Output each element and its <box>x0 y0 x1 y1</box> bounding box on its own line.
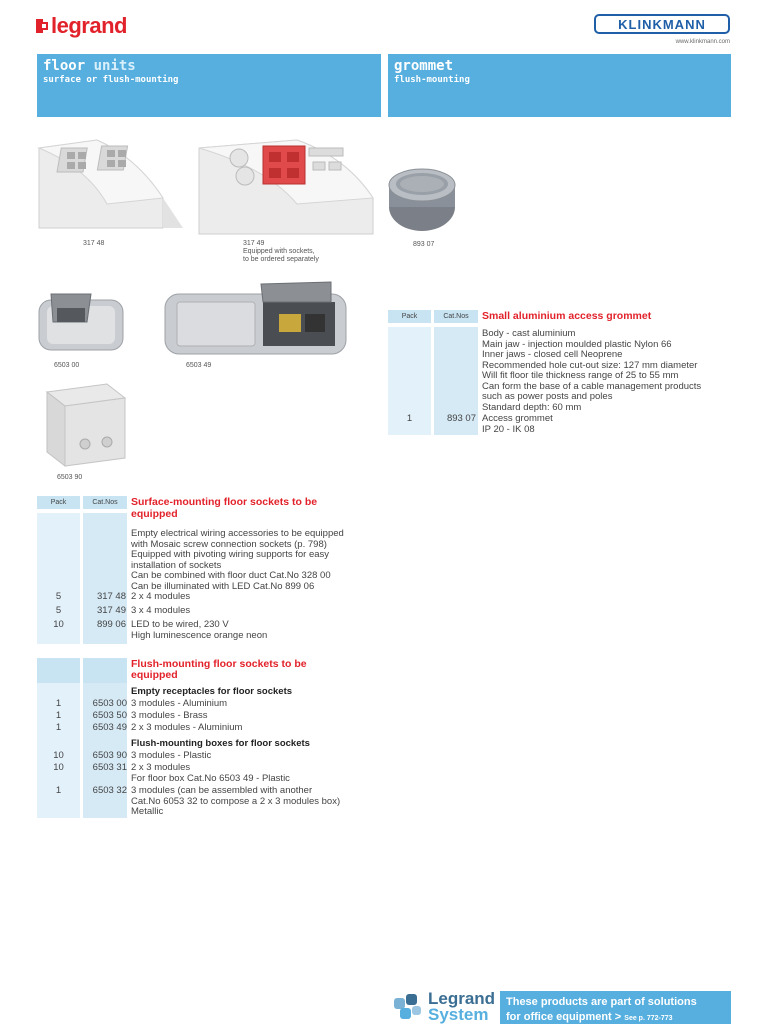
row-pack: 10 <box>53 619 64 630</box>
caption-6503-00: 6503 00 <box>54 362 80 369</box>
grommet-table-title: Small aluminium access grommet <box>482 310 652 322</box>
flush-col-pack <box>37 658 80 683</box>
grommet-subtitle: flush-mounting <box>394 75 470 85</box>
legrand-logo <box>36 13 127 38</box>
legrand-system-puzzle-icon <box>388 990 426 1024</box>
grommet-desc-line: Recommended hole cut-out size: 127 mm diameter <box>482 359 698 371</box>
row-desc: LED to be wired, 230 V <box>131 619 229 630</box>
row-cat-no: 6503 31 <box>92 762 127 773</box>
row-desc-extra: For floor box Cat.No 6503 49 - Plastic <box>131 772 290 784</box>
row-cat-no: 6503 32 <box>92 785 127 796</box>
footer-line1: These products are part of solutions <box>506 996 697 1008</box>
row-pack: 10 <box>53 750 64 761</box>
grommet-desc-line: Standard depth: 60 mm <box>482 401 582 413</box>
floor-units-banner <box>37 54 381 117</box>
row-desc: 2 x 3 modules <box>131 762 191 773</box>
office-solutions-banner[interactable] <box>500 991 731 1024</box>
row-cat-no: 893 07 <box>446 413 476 424</box>
klinkmann-url[interactable]: www.klinkmann.com <box>675 39 730 45</box>
product-6503-90-image <box>37 382 129 470</box>
row-desc: 3 modules - Brass <box>131 710 208 721</box>
grommet-desc-line: Inner jaws - closed cell Neoprene <box>482 349 623 360</box>
row-desc-extra: High luminescence orange neon <box>131 629 268 641</box>
flush-group-receptacles: Empty receptacles for floor sockets <box>131 686 293 697</box>
grommet-banner <box>388 54 731 117</box>
legrand-mark-icon <box>36 19 48 33</box>
flush-table-title-line1: Flush-mounting floor sockets to be <box>131 658 307 670</box>
grommet-desc-line: Body - cast aluminium <box>482 328 576 339</box>
surface-table-title-line2: equipped <box>131 508 178 520</box>
surface-desc-line: Can be combined with floor duct Cat.No 328 00 <box>131 570 331 581</box>
flush-table <box>37 658 381 818</box>
surface-desc-line: Empty electrical wiring accessories to be equipped <box>131 528 344 539</box>
row-cat-no: 317 48 <box>96 591 126 602</box>
grommet-desc-line: such as power posts and poles <box>482 391 613 402</box>
floor-units-subtitle: surface or flush-mounting <box>43 75 179 85</box>
flush-table-title-line2: equipped <box>131 669 178 681</box>
caption-317-49: 317 49 <box>243 240 265 247</box>
product-317-49-image <box>197 138 377 236</box>
row-desc: 2 x 3 modules - Aluminium <box>131 722 243 733</box>
caption-317-49-note2: to be ordered separately <box>243 256 319 263</box>
surface-desc-line: installation of sockets <box>131 559 222 571</box>
grommet-title: grommet <box>394 58 454 74</box>
grommet-desc-line: Will fit floor tile thickness range of 25 to 55 mm <box>482 370 679 381</box>
row-cat-no: 6503 00 <box>92 698 127 709</box>
title-floor: floor <box>43 58 86 74</box>
product-6503-49-image <box>163 280 348 356</box>
row-pack: 1 <box>55 698 62 709</box>
row-desc: 3 x 4 modules <box>131 605 191 616</box>
legrand-system-logo <box>388 989 496 1024</box>
row-cat-no: 6503 90 <box>92 750 127 761</box>
caption-317-48: 317 48 <box>83 240 105 247</box>
klinkmann-logo <box>594 14 730 34</box>
row-desc: 3 modules - Plastic <box>131 750 212 761</box>
row-desc: 3 modules (can be assembled with another <box>131 785 313 796</box>
row-cat-no: 317 49 <box>96 605 126 616</box>
row-pack: 1 <box>55 722 62 733</box>
product-317-48-image <box>37 138 183 230</box>
grommet-table <box>388 310 731 435</box>
floor-units-title <box>43 58 375 74</box>
row-pack: 5 <box>55 605 62 616</box>
klinkmann-brand-text: KLINKMANN <box>618 16 706 32</box>
row-pack: 1 <box>55 785 62 796</box>
footer-line2-text: for office equipment > <box>506 1011 622 1023</box>
surface-col-pack: Pack <box>37 496 80 509</box>
flush-group-boxes: Flush-mounting boxes for floor sockets <box>131 738 310 749</box>
caption-317-49-note1: Equipped with sockets, <box>243 248 315 255</box>
row-desc-extra: Cat.No 6053 32 to compose a 2 x 3 modules box) <box>131 795 341 807</box>
grommet-desc-line: Main jaw - injection moulded plastic Nylon 66 <box>482 338 672 350</box>
row-desc-extra: IP 20 - IK 08 <box>482 423 535 435</box>
surface-desc-line: Can be illuminated with LED Cat.No 899 06 <box>131 580 315 592</box>
caption-893-07: 893 07 <box>413 241 435 248</box>
grommet-col-pack: Pack <box>388 310 431 323</box>
surface-desc-line: with Mosaic screw connection sockets (p. 798) <box>131 538 327 550</box>
row-pack: 10 <box>53 762 64 773</box>
row-desc: 3 modules - Aluminium <box>131 698 228 709</box>
legrand-system-line1: Legrand <box>428 989 496 1008</box>
row-cat-no: 6503 50 <box>92 710 127 721</box>
product-6503-00-image <box>37 292 125 354</box>
caption-6503-90: 6503 90 <box>57 474 83 481</box>
grommet-col-cat: Cat.Nos <box>434 310 478 323</box>
product-893-07-image <box>387 165 457 235</box>
footer-page-ref[interactable]: See p. 772-773 <box>624 1015 673 1022</box>
surface-table <box>37 496 381 644</box>
caption-6503-49: 6503 49 <box>186 362 212 369</box>
row-desc-extra: Metallic <box>131 806 164 817</box>
legrand-brand-text: legrand <box>51 13 127 38</box>
grommet-desc-line: Can form the base of a cable management products <box>482 380 702 392</box>
legrand-system-line2: System <box>428 1005 489 1024</box>
row-cat-no: 6503 49 <box>92 722 127 733</box>
surface-col-cat: Cat.Nos <box>83 496 127 509</box>
title-units: units <box>93 58 136 74</box>
flush-col-cat <box>83 658 127 683</box>
surface-desc-line: Equipped with pivoting wiring supports for easy <box>131 549 330 560</box>
row-pack: 1 <box>406 413 413 424</box>
row-pack: 1 <box>55 710 62 721</box>
row-desc: 2 x 4 modules <box>131 591 191 602</box>
row-desc: Access grommet <box>482 413 553 424</box>
surface-table-title-line1: Surface-mounting floor sockets to be <box>131 496 318 508</box>
row-pack: 5 <box>55 591 62 602</box>
row-cat-no: 899 06 <box>96 619 126 630</box>
